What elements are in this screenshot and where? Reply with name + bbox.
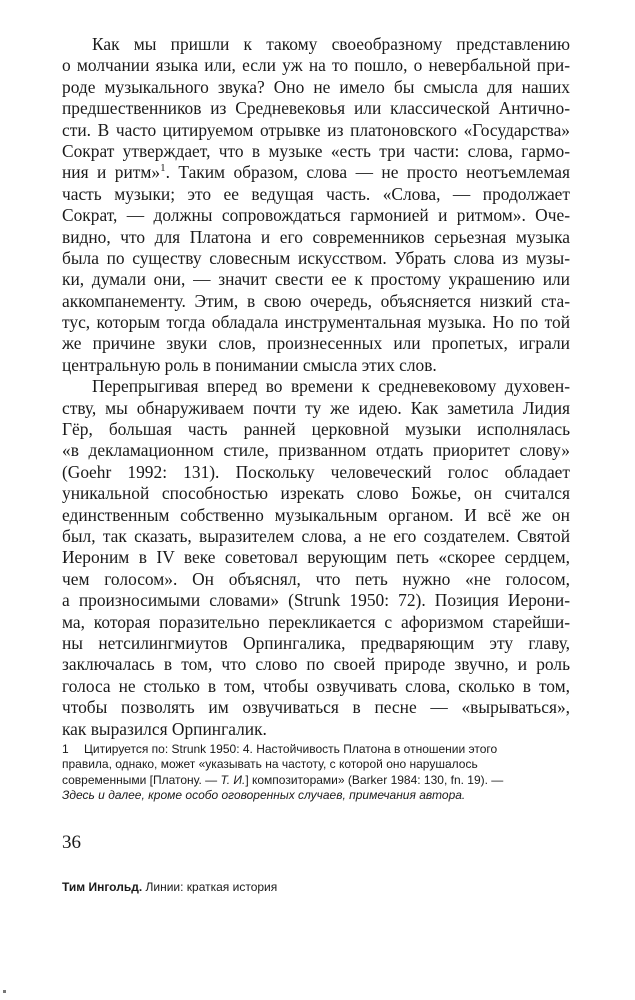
text-line: Иероним в IV веке советовал верующим петь «скорее сердцем, <box>62 547 570 568</box>
footnote-line: правила, однако, может «указывать на частоту, с которой оно нарушалось <box>62 757 478 772</box>
text-line: чтобы позволять им озвучиваться в песне — «вырываться», <box>62 697 570 718</box>
text-line: ству, мы обнаруживаем почти ту же идею. Как заметила Лидия <box>62 397 570 418</box>
text-line: (Goehr 1992: 131). Поскольку человеческий голос обладает <box>62 461 570 482</box>
text-line: центральную роль в понимании смысла этих слов. <box>62 354 437 375</box>
text-line: «в декламационном стиле, призванном отдать приоритет слову» <box>62 440 570 461</box>
text-line: предшественников из Средневековья или классической Антично- <box>62 98 570 119</box>
footnote-initials: Т. И. <box>220 772 246 787</box>
footnote-reference[interactable]: 1 <box>160 162 166 175</box>
text-line: сти. В часто цитируемом отрывке из платоновского «Государства» <box>62 119 570 140</box>
text-line: о молчании языка или, если уж на то пошло, о невербальной при- <box>62 55 570 76</box>
paragraph-1 <box>62 34 570 376</box>
text-line: Гёр, большая часть ранней церковной музыки исполнялась <box>62 419 570 440</box>
text-line: аккомпанементу. Этим, в свою очередь, объясняется низкий ста- <box>62 290 570 311</box>
footnote-line <box>62 742 532 757</box>
running-footer <box>62 880 277 894</box>
text-line: ния и ритм»$^1$. Таким образом, слова — не просто неотъемлемая <box>62 162 570 183</box>
text-line: как выразился Орпингалик. <box>62 718 267 739</box>
paragraph-2 <box>62 376 570 740</box>
page-number: 36 <box>62 832 81 853</box>
text-line: единственным собственно музыкальным органом. И всё же он <box>62 504 570 525</box>
footnote-line <box>62 773 532 788</box>
footer-title: Линии: краткая история <box>145 880 278 894</box>
footnote-line: Здесь и далее, кроме особо оговоренных случаев, примечания автора. <box>62 788 466 803</box>
text-line: была по существу словесным искусством. Убрать слова из музы- <box>62 247 570 268</box>
text-line: а произносимыми словами» (Strunk 1950: 72). Позиция Иерони- <box>62 590 570 611</box>
text-line: же причине звуки слов, произнесенных или пропетых, играли <box>62 333 570 354</box>
text-line: роде музыкального звука? Оно не имело бы смысла для наших <box>62 76 570 97</box>
text-line: ки, думали они, — значит свести ее к простому украшению или <box>62 269 570 290</box>
text-line: Перепрыгивая вперед во времени к средневековому духовен- <box>92 376 570 397</box>
text-line: тус, которым тогда обладала инструментальная музыка. Но по той <box>62 312 570 333</box>
footnote <box>62 742 532 804</box>
text-line: видно, что для Платона и его современников серьезная музыка <box>62 226 570 247</box>
text-line: Как мы пришли к такому своеобразному представлению <box>92 34 570 54</box>
footnote-text: Цитируется по: Strunk 1950: 4. Настойчивость Платона в отношении этого <box>84 742 498 756</box>
text-line: ны нетсилингмиутов Орпингалика, предваряющим эту главу, <box>62 632 570 653</box>
text-line: уникальной способностью изрекать слово Божье, он считался <box>62 483 570 504</box>
text-fragment: ния и ритм» <box>62 162 161 183</box>
text-line: Сократ утверждает, что в музыке «есть три части: слова, гармо- <box>62 140 570 161</box>
text-line: Сократ, — должны сопровождаться гармонией и ритмом». Оче- <box>62 205 570 226</box>
text-line: заключалась в том, что слово по своей природе звучно, и роль <box>62 654 570 675</box>
footnote-text: современными [Платону. — <box>62 772 221 787</box>
footer-author: Тим Ингольд. <box>62 880 143 894</box>
text-line: был, так сказать, выразителем слова, а не его создателем. Святой <box>62 525 570 546</box>
main-text <box>62 34 570 740</box>
text-line: ма, которая поразительно перекликается с афоризмом старейши- <box>62 611 570 632</box>
text-line: голоса не столько в том, чтобы озвучивать слова, сколько в том, <box>62 675 570 696</box>
footnote-number: 1 <box>62 742 69 756</box>
text-line: часть музыки; это ее ведущая часть. «Слова, — продолжает <box>62 183 570 204</box>
footnote-text: ] композиторами» (Barker 1984: 130, fn. 19). — <box>245 772 504 787</box>
text-line: чем голосом». Он объяснял, что петь нужно «не голосом, <box>62 568 570 589</box>
text-fragment: Таким образом, слова — не просто неотъемлемая <box>178 162 570 183</box>
scan-mark <box>3 990 6 993</box>
